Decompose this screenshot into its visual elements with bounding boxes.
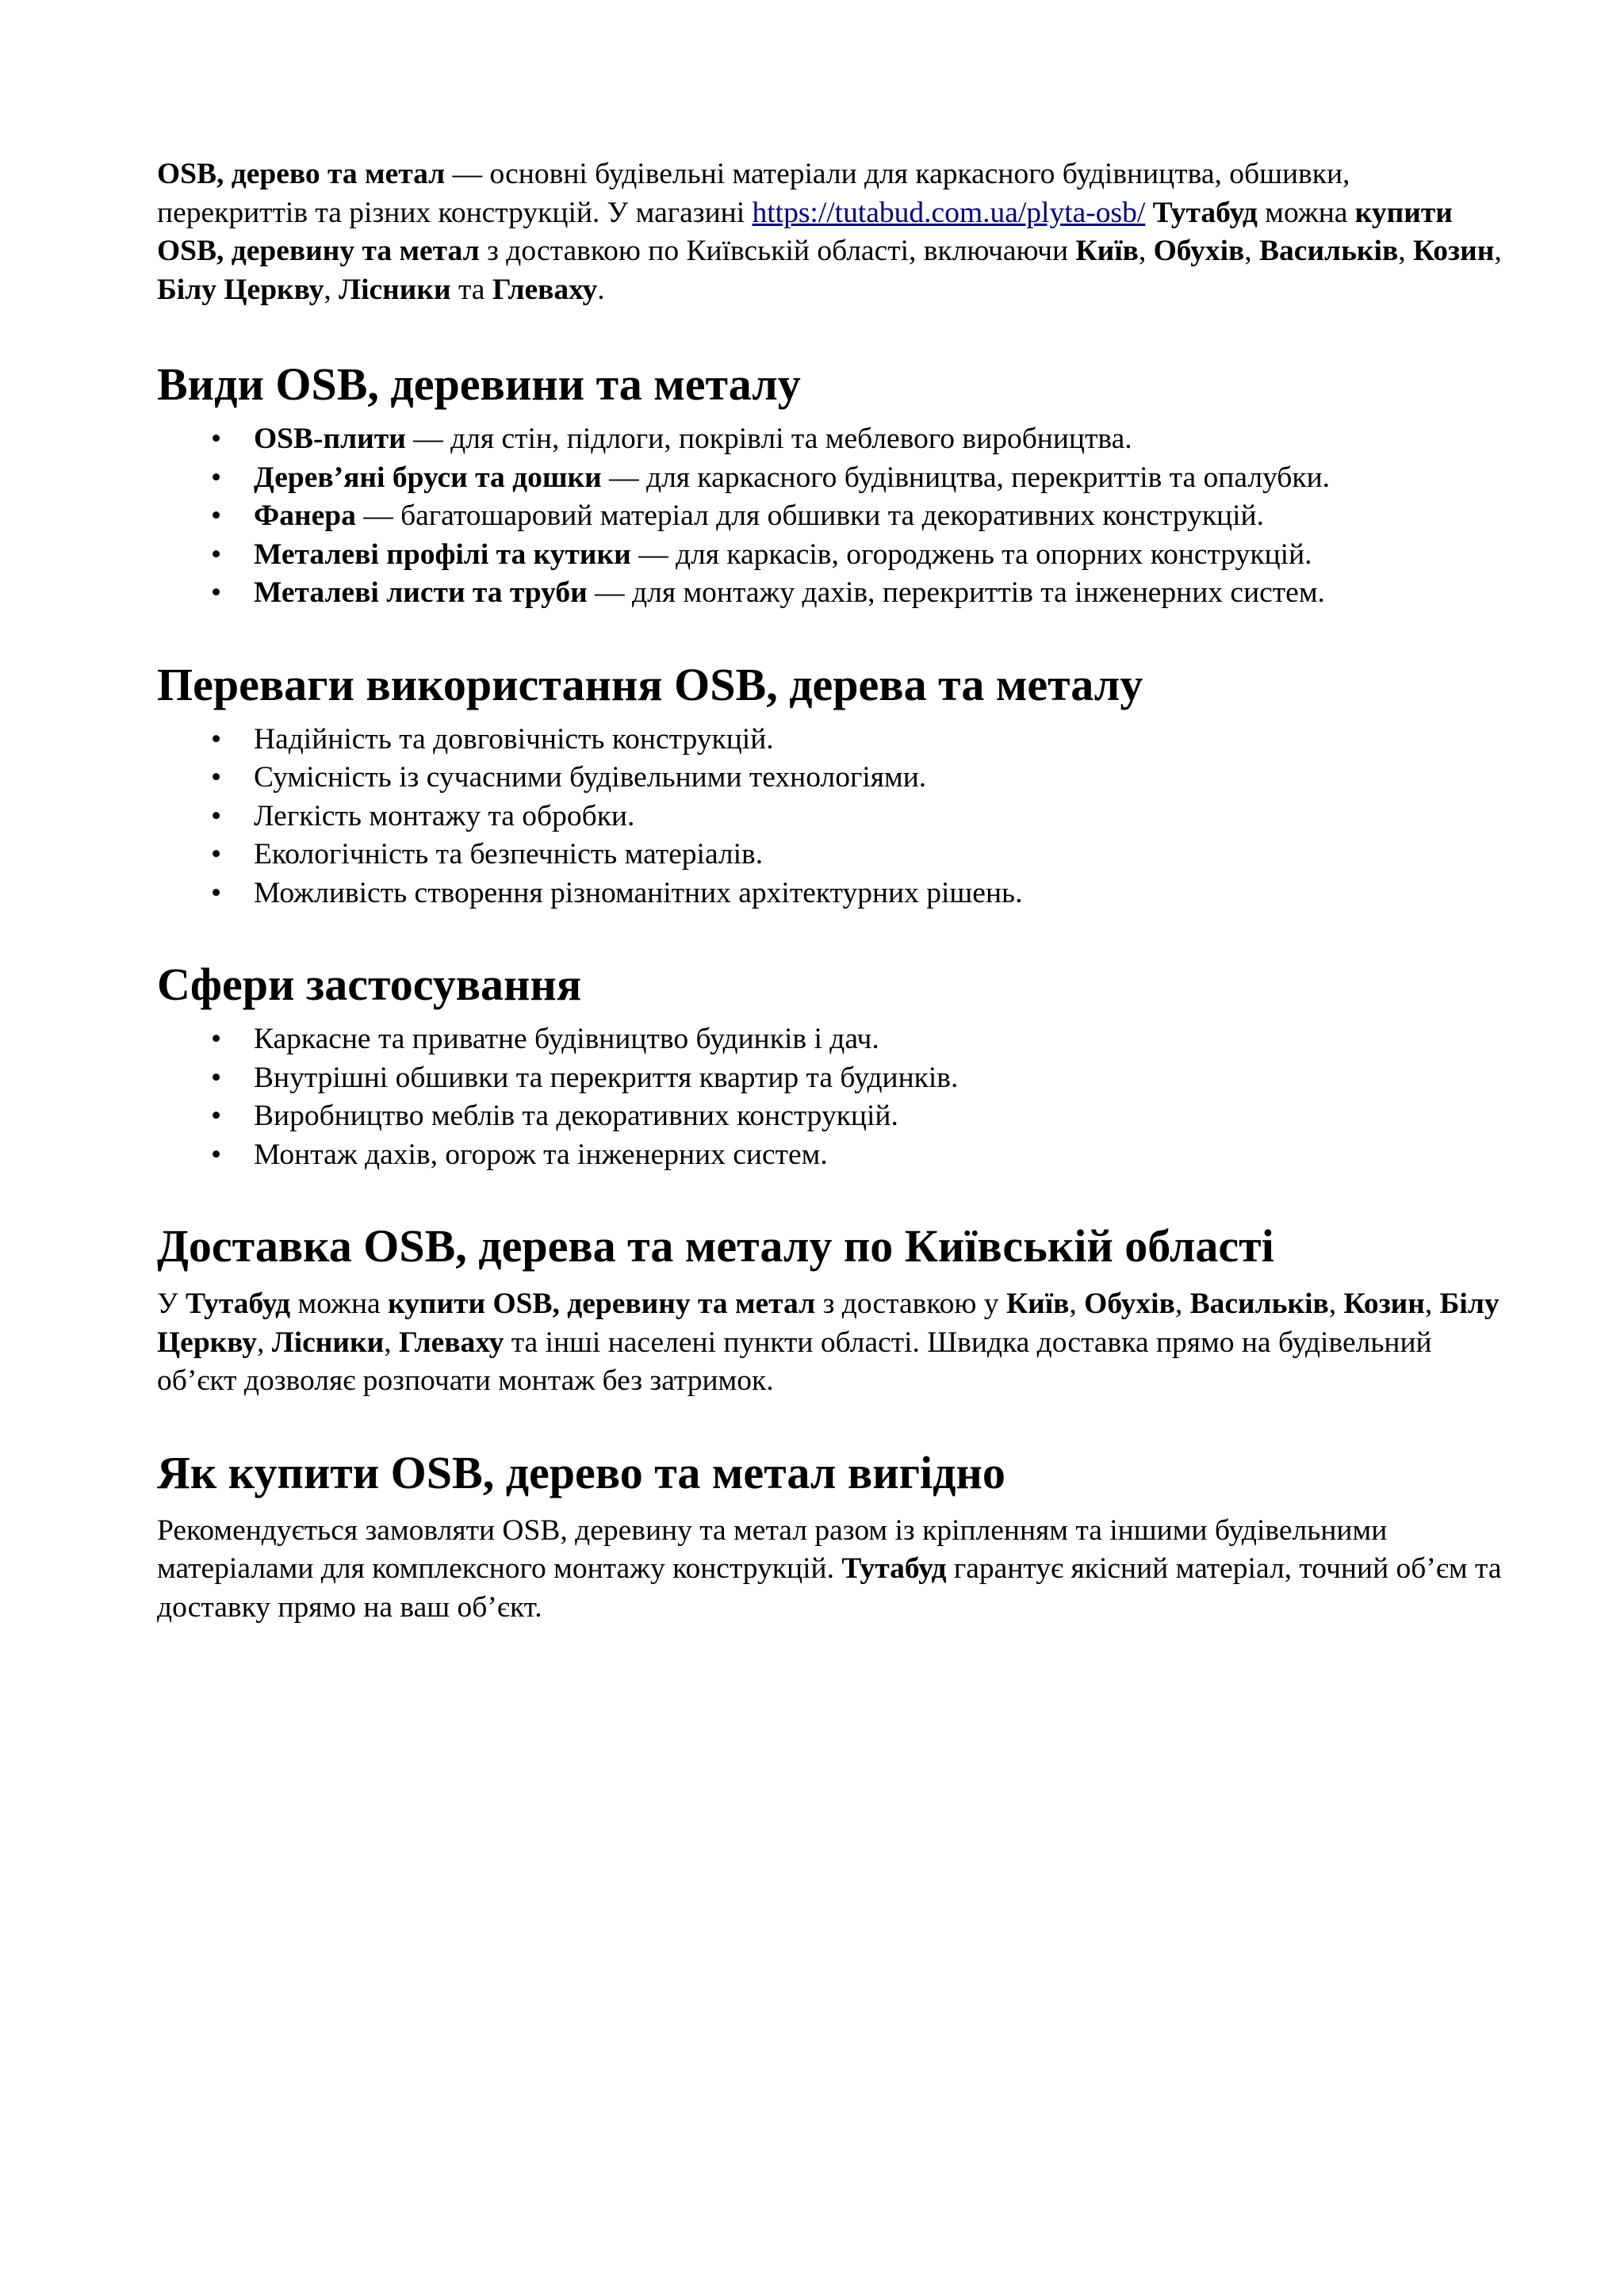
list-item	[157, 721, 1505, 760]
intro-text: — основні будівельні матеріали для каркасного будівництва, обшивки, перекриттів та різних конструкцій. У магазині	[157, 158, 1350, 229]
howto-heading: Як купити OSB, дерево та метал вигідно	[157, 1446, 1005, 1498]
item-text: Легкість монтажу та обробки.	[254, 799, 635, 832]
separator: ,	[384, 1326, 399, 1359]
bullet-icon: •	[211, 538, 222, 571]
item-text: — для стін, підлоги, покрівлі та меблевого виробництва.	[405, 423, 1132, 455]
city-name: Лісники	[339, 273, 451, 306]
separator: ,	[1424, 1288, 1440, 1320]
howto-paragraph	[157, 1512, 1505, 1628]
intro-text	[1145, 197, 1152, 229]
bullet-icon: •	[211, 838, 222, 871]
city-name: Козин	[1343, 1288, 1425, 1320]
store-name: Тутабуд	[185, 1288, 291, 1320]
item-text: Сумісність із сучасними будівельними технологіями.	[254, 761, 927, 794]
bullet-icon: •	[211, 876, 222, 909]
intro-bold-buy: купити OSB, деревину та метал	[157, 196, 1453, 267]
separator: ,	[1138, 235, 1154, 267]
bullet-icon: •	[211, 799, 222, 832]
separator: ,	[1174, 1288, 1190, 1320]
city-name: Обухів	[1084, 1288, 1175, 1320]
item-term: Фанера	[254, 499, 356, 532]
separator: ,	[1244, 235, 1260, 267]
types-list	[157, 420, 1505, 613]
bullet-icon: •	[211, 461, 222, 494]
store-name: Тутабуд	[1152, 196, 1258, 229]
separator: ,	[1398, 235, 1413, 267]
list-item	[157, 536, 1505, 575]
city-name: Васильків	[1259, 235, 1399, 267]
list-item	[157, 1020, 1505, 1059]
bullet-icon: •	[211, 1061, 222, 1094]
item-text: — багатошаровий матеріал для обшивки та декоративних конструкцій.	[355, 499, 1264, 532]
separator: ,	[1328, 1288, 1344, 1320]
item-term: Дерев’яні бруси та дошки	[254, 461, 602, 494]
separator: ,	[1494, 235, 1502, 267]
item-text: Екологічність та безпечність матеріалів.	[254, 838, 764, 871]
list-item	[157, 497, 1505, 536]
advantages-list	[157, 721, 1505, 913]
delivery-paragraph	[157, 1285, 1505, 1401]
item-term: Металеві листи та труби	[254, 576, 588, 609]
bullet-icon: •	[211, 761, 222, 794]
list-item	[157, 1136, 1505, 1175]
delivery-text: та інші населені пункти області. Швидка доставка прямо на будівельний об’єкт дозволяє розпочати монтаж без затримок.	[157, 1326, 1432, 1397]
howto-text: гарантує якісний матеріал, точний об’єм та доставку прямо на ваш об’єкт.	[157, 1552, 1502, 1624]
item-text: Монтаж дахів, огорож та інженерних систем.	[254, 1138, 828, 1171]
intro-paragraph	[157, 155, 1505, 309]
item-text: Можливість створення різноманітних архітектурних рішень.	[254, 876, 1023, 909]
bullet-icon: •	[211, 576, 222, 609]
bullet-icon: •	[211, 722, 222, 756]
separator: та	[450, 273, 492, 306]
item-text: Надійність та довговічність конструкцій.	[254, 722, 774, 756]
delivery-bold-buy: купити OSB, деревину та метал	[388, 1288, 816, 1320]
delivery-heading: Доставка OSB, дерева та металу по Київській області	[157, 1220, 1274, 1272]
item-term: OSB-плити	[254, 423, 406, 455]
list-item	[157, 1059, 1505, 1098]
bullet-icon: •	[211, 1100, 222, 1132]
separator: ,	[324, 273, 339, 306]
city-name: Козин	[1412, 235, 1495, 267]
city-name: Білу Церкву	[157, 273, 324, 306]
delivery-text: з доставкою у	[815, 1288, 1006, 1320]
intro-bold-lead: OSB, дерево та метал	[157, 158, 446, 190]
city-name: Київ	[1075, 235, 1139, 267]
list-item	[157, 759, 1505, 798]
applications-heading: Сфери застосування	[157, 959, 582, 1010]
city-name: Лісники	[271, 1326, 385, 1359]
city-name: Глеваху	[398, 1326, 504, 1359]
intro-text: з доставкою по Київській області, включаючи	[479, 235, 1076, 267]
city-name: Обухів	[1153, 235, 1245, 267]
list-item	[157, 836, 1505, 874]
list-item	[157, 798, 1505, 836]
item-text: Каркасне та приватне будівництво будинків і дач.	[254, 1023, 879, 1055]
store-link[interactable]: https://tutabud.com.ua/plyta-osb/	[752, 196, 1146, 229]
list-item	[157, 420, 1505, 459]
bullet-icon: •	[211, 423, 222, 455]
advantages-heading: Переваги використання OSB, дерева та металу	[157, 658, 1143, 710]
delivery-text: можна	[290, 1288, 389, 1320]
city-name: Білу Церкву	[157, 1288, 1500, 1359]
bullet-icon: •	[211, 1138, 222, 1171]
separator: ,	[1069, 1288, 1085, 1320]
list-item	[157, 574, 1505, 613]
item-term: Металеві профілі та кутики	[254, 538, 631, 571]
intro-text: можна	[1257, 196, 1355, 229]
list-item	[157, 459, 1505, 498]
document-page	[157, 155, 1505, 1627]
separator: ,	[257, 1326, 272, 1359]
city-name: Київ	[1005, 1288, 1070, 1320]
bullet-icon: •	[211, 499, 222, 532]
howto-text: Рекомендується замовляти OSB, деревину та метал разом із кріпленням та іншими будівельними матеріалами для комплексного монтажу конструкцій.	[157, 1513, 1388, 1585]
item-text: Внутрішні обшивки та перекриття квартир та будинків.	[254, 1061, 959, 1094]
item-text: Виробництво меблів та декоративних конструкцій.	[254, 1100, 898, 1132]
city-name: Глеваху	[492, 273, 598, 306]
applications-list	[157, 1020, 1505, 1174]
item-text: — для каркасів, огороджень та опорних конструкцій.	[630, 538, 1312, 571]
city-name: Васильків	[1189, 1288, 1329, 1320]
list-item	[157, 1097, 1505, 1136]
item-text: — для каркасного будівництва, перекриттів та опалубки.	[601, 461, 1331, 494]
types-heading: Види OSB, деревини та металу	[157, 358, 801, 410]
store-name: Тутабуд	[841, 1552, 947, 1585]
bullet-icon: •	[211, 1023, 222, 1055]
list-item	[157, 874, 1505, 913]
delivery-text: У	[157, 1288, 186, 1320]
separator: .	[597, 273, 605, 306]
item-text: — для монтажу дахів, перекриттів та інженерних систем.	[587, 576, 1325, 609]
